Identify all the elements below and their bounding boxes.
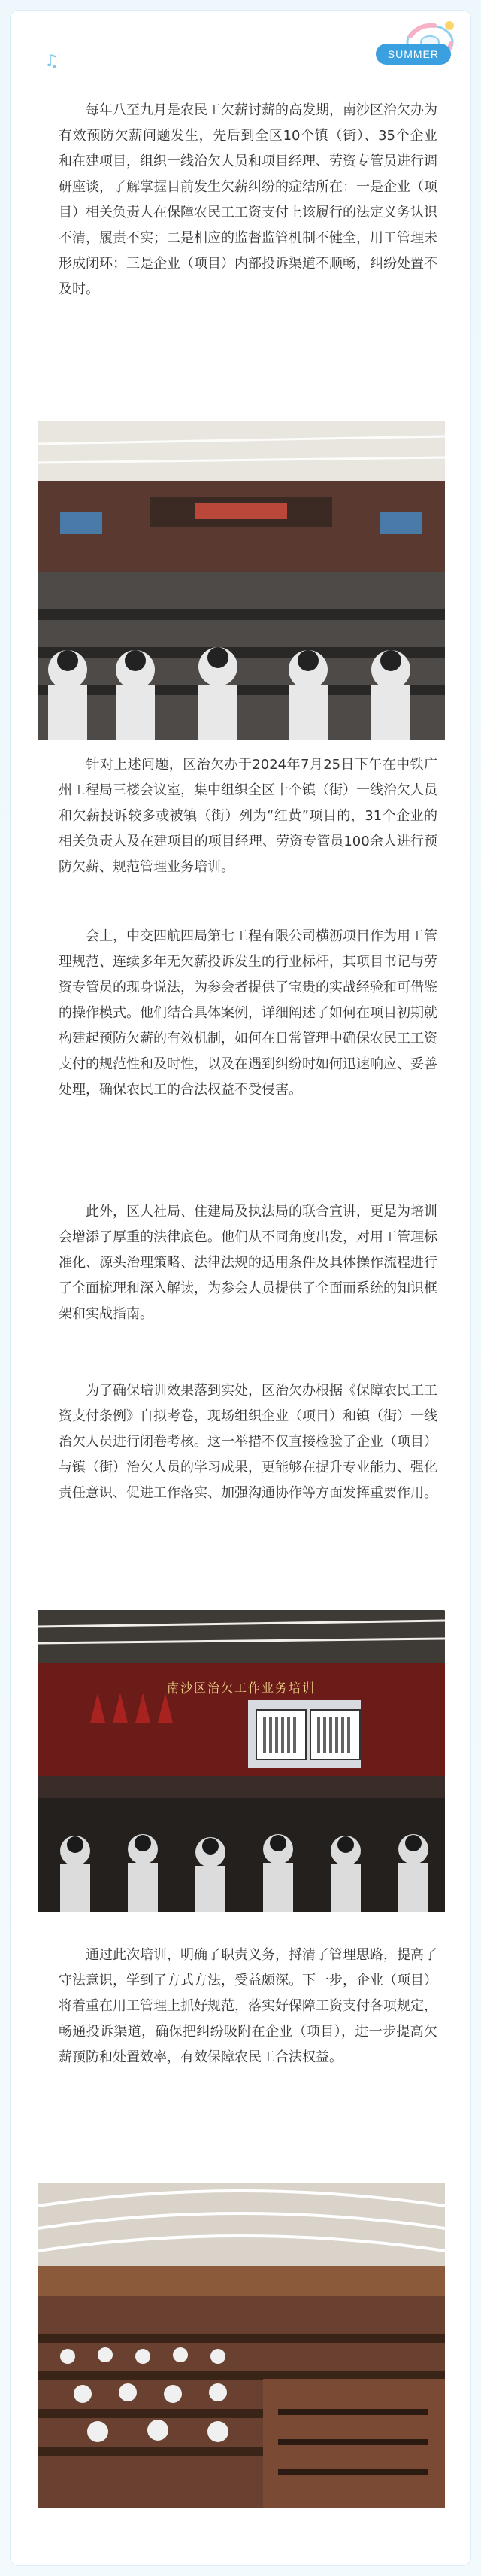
meeting-hall-image-1	[38, 421, 445, 740]
paragraph-3	[59, 924, 437, 1103]
paragraph-4	[59, 1199, 437, 1327]
meeting-photo-1	[38, 421, 445, 740]
qr-code-right	[310, 1709, 361, 1760]
training-banner: 南沙区治欠工作业务培训	[166, 1681, 316, 1695]
qr-code-left	[256, 1709, 307, 1760]
paragraph-3-text: 会上，中交四航四局第七工程有限公司横沥项目作为用工管理规范、连续多年无欠薪投诉发生的行业标杆，其项目书记与劳资专管员的现身说法，为参会者提供了宝贵的实战经验和可借鉴的操作模式。他们结合具体案例，详细阐述了如何在项目初期就构建起预防欠薪的有效机制，如何在日常管理中确保农民工工资支付的规范性和及时性，以及在遇到纠纷时如何迅速响应、妥善处理，确保农民工的合法权益不受侵害。	[59, 928, 437, 1098]
paragraph-1-text: 每年八至九月是农民工欠薪讨薪的高发期，南沙区治欠办为有效预防欠薪问题发生，先后到全区10个镇（街）、35个企业和在建项目，组织一线治欠人员和项目经理、劳资专管员进行调研座谈，了解掌握目前发生欠薪纠纷的症结所在：一是企业（项目）相关负责人在保障农民工工资支付上该履行的法定义务认识不清，履责不实；二是相应的监督监管机制不健全，用工管理未形成闭环；三是企业（项目）内部投诉渠道不顺畅，纠纷处置不及时。	[59, 102, 437, 297]
paragraph-2-text: 针对上述问题，区治欠办于2024年7月25日下午在中铁广州工程局三楼会议室，集中组织全区十个镇（街）一线治欠人员和欠薪投诉较多或被镇（街）列为“红黄”项目的，31个企业的相关负责人及在建项目的项目经理、劳资专管员100余人进行预防欠薪、规范管理业务培训。	[59, 757, 437, 875]
meeting-photo-2	[38, 1610, 445, 1912]
meeting-hall-image-3	[38, 2183, 445, 2508]
summer-badge: SUMMER	[376, 44, 451, 65]
paragraph-6	[59, 1943, 437, 2070]
paragraph-5	[59, 1378, 437, 1506]
meeting-hall-image-2	[38, 1610, 445, 1912]
meeting-photo-3	[38, 2183, 445, 2508]
paragraph-1	[59, 98, 437, 302]
music-note-icon: ♫	[44, 52, 59, 71]
paragraph-6-text: 通过此次培训，明确了职责义务，捋清了管理思路，提高了守法意识，学到了方式方法，受益颇深。下一步，企业（项目）将着重在用工管理上抓好规范，落实好保障工资支付各项规定，畅通投诉渠道，确保把纠纷吸附在企业（项目），进一步提高欠薪预防和处置效率，有效保障农民工合法权益。	[59, 1947, 437, 2065]
paragraph-2	[59, 752, 437, 880]
paragraph-5-text: 为了确保培训效果落到实处，区治欠办根据《保障农民工工资支付条例》自拟考卷，现场组织企业（项目）和镇（街）一线治欠人员进行闭卷考核。这一举措不仅直接检验了企业（项目）与镇（街）治欠人员的学习成果，更能够在提升专业能力、强化责任意识、促进工作落实、加强沟通协作等方面发挥重要作用。	[59, 1383, 437, 1501]
paragraph-4-text: 此外，区人社局、住建局及执法局的联合宣讲，更是为培训会增添了厚重的法律底色。他们从不同角度出发，对用工管理标准化、源头治理策略、法律法规的适用条件及具体操作流程进行了全面梳理和深入解读，为参会人员提供了全面而系统的知识框架和实战指南。	[59, 1204, 437, 1322]
